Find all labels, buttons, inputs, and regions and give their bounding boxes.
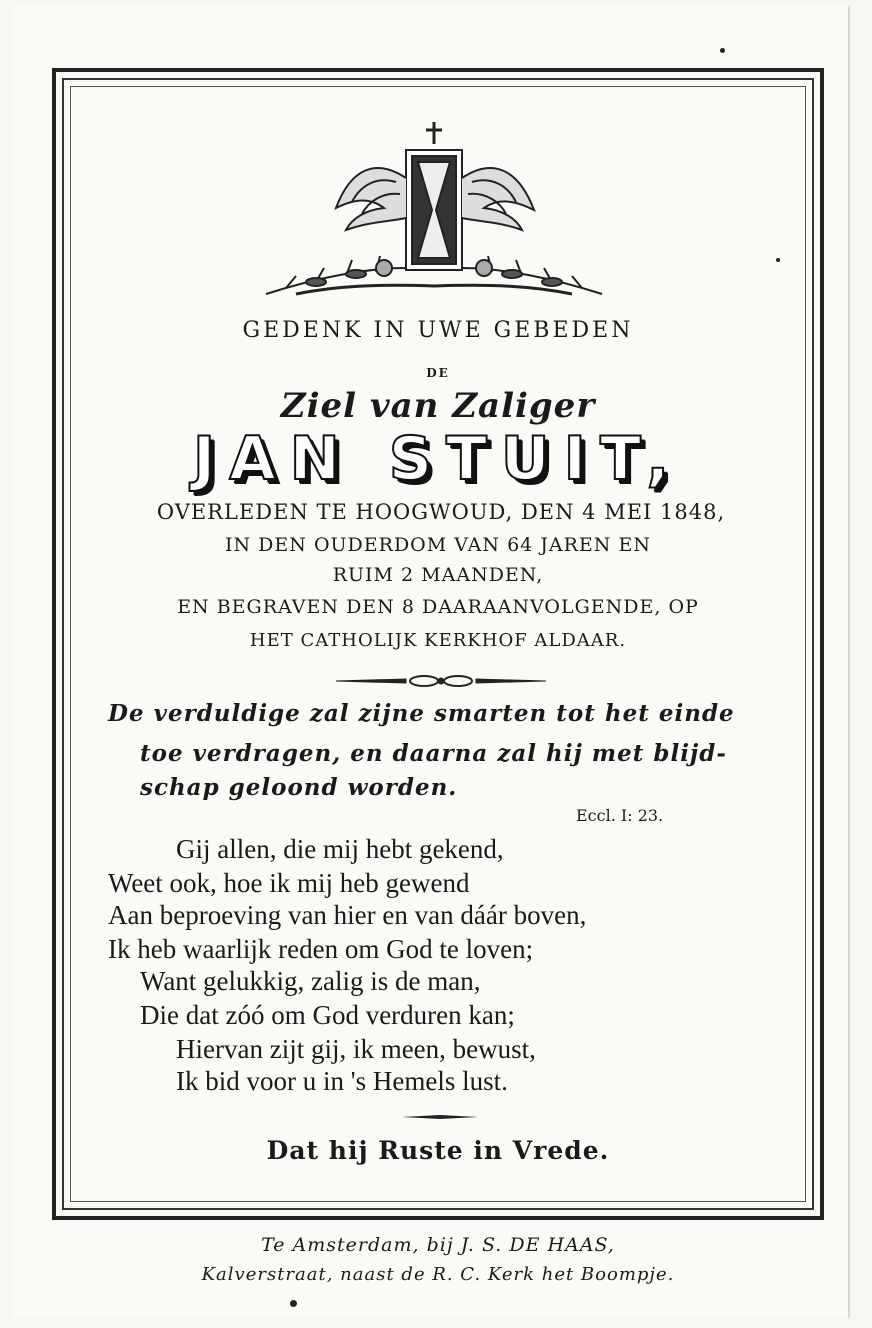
poem-line: Aan beproeving van hier en van dáár boven, [108, 900, 587, 930]
printer-line-1: Te Amsterdam, bij J. S. DE HAAS, [261, 1234, 615, 1256]
article-de: DE [426, 366, 450, 380]
ink-speck [720, 48, 725, 53]
deceased-name: JAN STUIT, [192, 424, 684, 494]
scripture-line-3: schap geloond worden. [140, 774, 458, 801]
scripture-reference: Eccl. I: 23. [576, 806, 664, 825]
poem-line: Hiervan zijt gij, ik meen, bewust, [176, 1034, 536, 1064]
poem-line: Gij allen, die mij hebt gekend, [176, 834, 504, 864]
scripture-line-2: toe verdragen, en daarna zal hij met blijd- [140, 740, 727, 767]
age-months-line: RUIM 2 MAANDEN, [332, 564, 544, 586]
printer-line-2: Kalverstraat, naast de R. C. Kerk het Boompje. [201, 1264, 675, 1285]
poem-line: Weet ook, hoe ik mij heb gewend [108, 868, 470, 898]
burial-line: EN BEGRAVEN DEN 8 DAARAANVOLGENDE, OP [177, 596, 699, 618]
short-divider [402, 1114, 478, 1120]
poem-line: Die dat zóó om God verduren kan; [140, 1000, 515, 1030]
rest-in-peace: Dat hij Ruste in Vrede. [266, 1136, 610, 1165]
hourglass-wings-emblem [256, 118, 612, 308]
poem-line: Want gelukkig, zalig is de man, [140, 966, 481, 996]
death-place-date: OVERLEDEN TE HOOGWOUD, DEN 4 MEI 1848, [156, 500, 726, 524]
ornamental-divider [336, 672, 546, 690]
soul-of-heading: Ziel van Zaliger [280, 386, 596, 426]
poem-line: Ik bid voor u in 's Hemels lust. [176, 1066, 508, 1096]
cemetery-line: HET CATHOLIJK KERKHOF ALDAAR. [249, 630, 627, 651]
ink-speck [290, 1300, 297, 1307]
scripture-line-1: De verduldige zal zijne smarten tot het einde [108, 700, 735, 727]
age-line: IN DEN OUDERDOM VAN 64 JAREN EN [225, 534, 651, 556]
poem-line: Ik heb waarlijk reden om God te loven; [108, 934, 534, 964]
ink-speck [776, 258, 780, 262]
prayer-heading: GEDENK IN UWE GEBEDEN [242, 318, 634, 343]
